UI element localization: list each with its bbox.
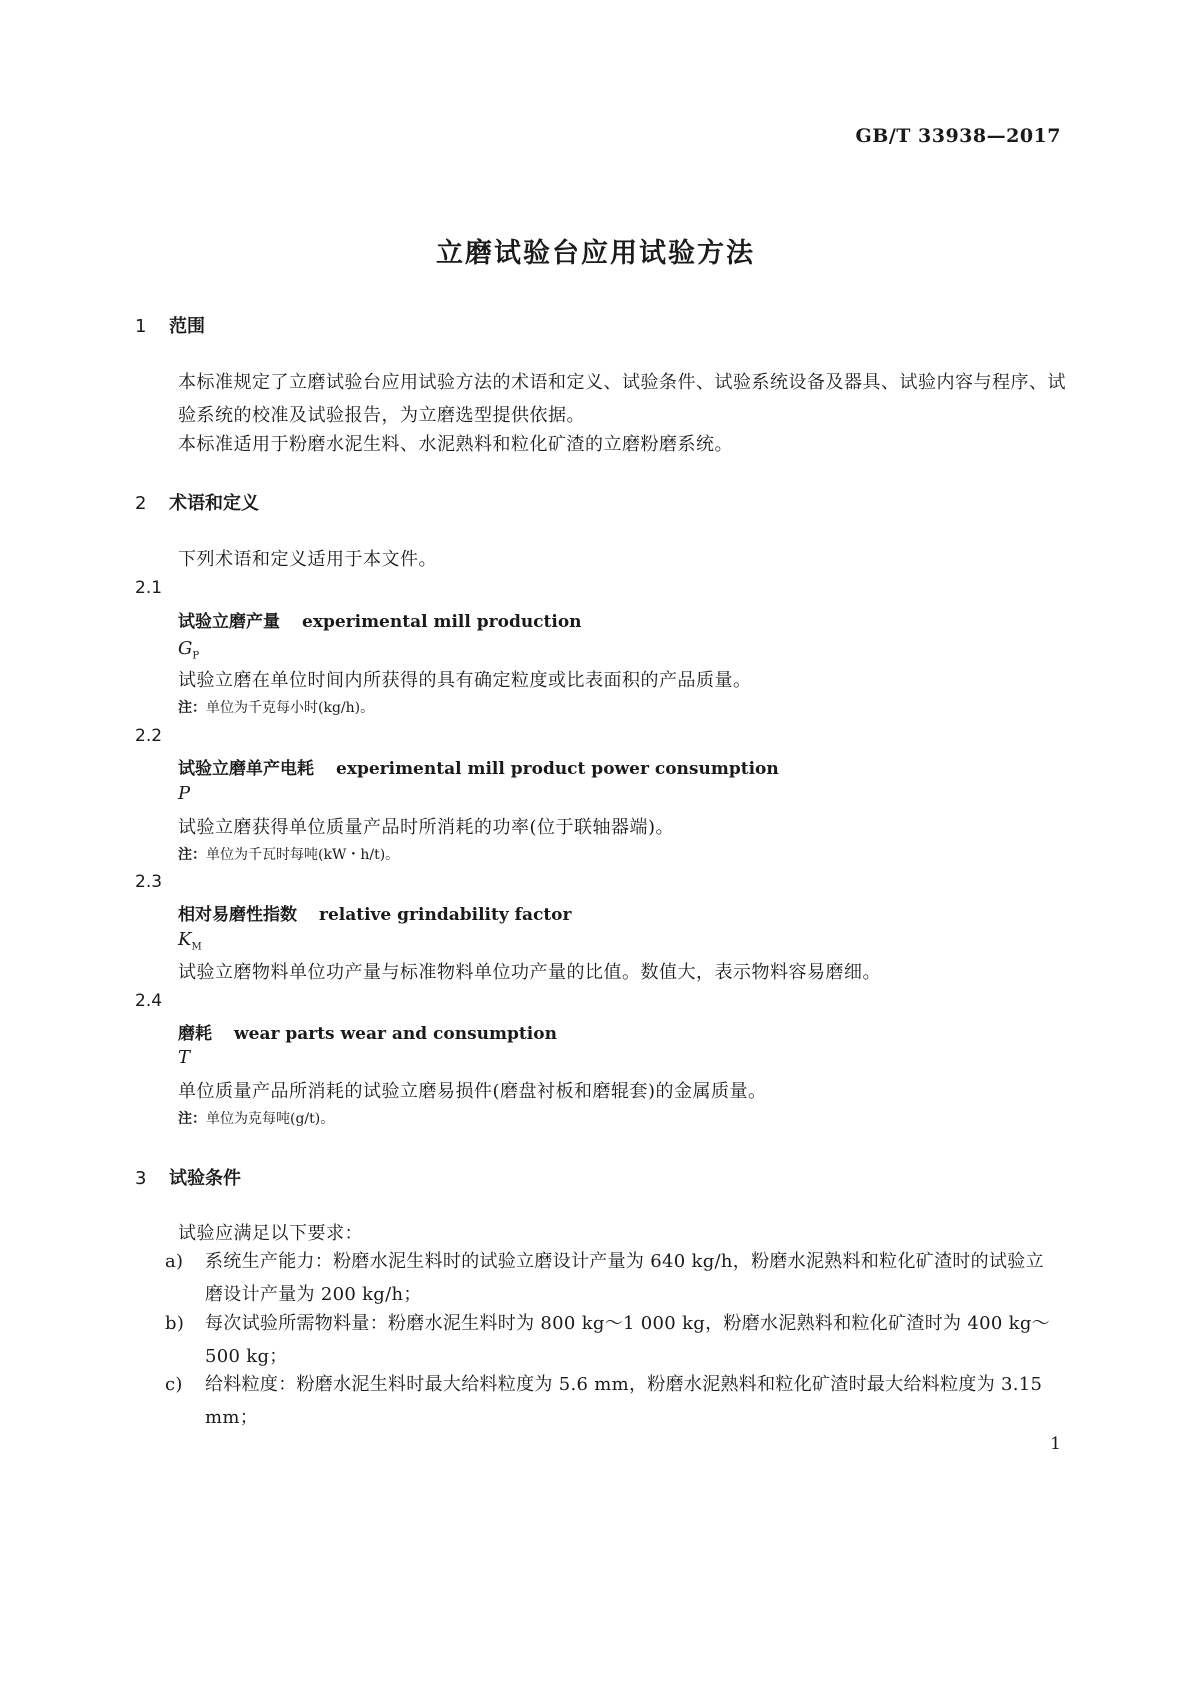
note-label: 注： — [178, 700, 206, 716]
list-marker: c) — [165, 1374, 183, 1395]
term-heading — [178, 754, 779, 779]
term-definition: 试验立磨获得单位质量产品时所消耗的功率(位于联轴器端)。 — [178, 817, 675, 838]
term-en: experimental mill product power consumption — [336, 759, 779, 779]
list-marker: a) — [165, 1251, 184, 1272]
section-1-paragraph-1 — [178, 366, 1068, 432]
section-number: 2 — [135, 493, 147, 514]
term-heading — [178, 1019, 557, 1044]
term-symbol — [178, 783, 190, 804]
symbol-subscript: M — [191, 941, 202, 953]
term-zh: 试验立磨单产电耗 — [178, 759, 314, 779]
term-definition: 试验立磨物料单位功产量与标准物料单位功产量的比值。数值大，表示物料容易磨细。 — [178, 962, 881, 983]
list-marker: b) — [165, 1313, 185, 1334]
document-title: 立磨试验台应用试验方法 — [436, 238, 755, 269]
section-3-intro: 试验应满足以下要求： — [178, 1223, 363, 1244]
list-item-text: 每次试验所需物料量：粉磨水泥生料时为 800 kg～1 000 kg，粉磨水泥熟料和粒化矿渣时为 400 kg～500 kg； — [205, 1313, 1050, 1367]
list-item — [165, 1245, 1055, 1311]
note-label: 注： — [178, 1111, 206, 1127]
list-item-text: 系统生产能力：粉磨水泥生料时的试验立磨设计产量为 640 kg/h，粉磨水泥熟料和粒化矿渣时的试验立磨设计产量为 200 kg/h； — [205, 1251, 1044, 1305]
term-en: relative grindability factor — [319, 905, 572, 925]
section-2-intro: 下列术语和定义适用于本文件。 — [178, 549, 437, 570]
section-3-heading — [135, 1164, 241, 1190]
note-text: 单位为千瓦时每吨(kW・h/t)。 — [206, 847, 400, 863]
term-heading — [178, 607, 582, 632]
section-1-heading — [135, 312, 205, 338]
page-number: 1 — [1050, 1434, 1061, 1454]
symbol-letter: P — [178, 783, 191, 804]
clause-number: 2.2 — [135, 726, 163, 746]
section-number: 1 — [135, 316, 147, 337]
term-en: experimental mill production — [302, 612, 582, 632]
term-symbol — [178, 929, 202, 953]
section-number: 3 — [135, 1168, 147, 1189]
note-text: 单位为克每吨(g/t)。 — [206, 1111, 335, 1127]
section-2-heading — [135, 489, 259, 515]
term-symbol — [178, 1047, 190, 1068]
term-zh: 相对易磨性指数 — [178, 905, 297, 925]
note-label: 注： — [178, 847, 206, 863]
term-note — [178, 844, 399, 864]
term-definition: 单位质量产品所消耗的试验立磨易损件(磨盘衬板和磨辊套)的金属质量。 — [178, 1081, 767, 1102]
list-item — [165, 1307, 1055, 1373]
clause-number: 2.4 — [135, 991, 163, 1011]
symbol-subscript: P — [192, 650, 200, 662]
clause-number: 2.3 — [135, 872, 163, 892]
list-item-text: 给料粒度：粉磨水泥生料时最大给料粒度为 5.6 mm，粉磨水泥熟料和粒化矿渣时最大给料粒度为 3.15 mm； — [205, 1374, 1043, 1428]
symbol-letter: G — [178, 638, 193, 659]
symbol-letter: T — [178, 1047, 191, 1068]
term-definition: 试验立磨在单位时间内所获得的具有确定粒度或比表面积的产品质量。 — [178, 670, 752, 691]
section-title: 术语和定义 — [169, 493, 259, 514]
standard-code: GB/T 33938—2017 — [855, 125, 1061, 147]
list-item — [165, 1368, 1055, 1434]
term-zh: 磨耗 — [178, 1024, 212, 1044]
term-note — [178, 697, 374, 717]
term-symbol — [178, 638, 199, 662]
term-note — [178, 1108, 334, 1128]
section-1-paragraph-2 — [178, 428, 1068, 461]
section-title: 试验条件 — [169, 1168, 241, 1189]
paragraph-text: 本标准适用于粉磨水泥生料、水泥熟料和粒化矿渣的立磨粉磨系统。 — [178, 434, 733, 455]
term-zh: 试验立磨产量 — [178, 612, 280, 632]
symbol-letter: K — [178, 929, 192, 950]
term-heading — [178, 900, 571, 925]
term-en: wear parts wear and consumption — [234, 1024, 557, 1044]
note-text: 单位为千克每小时(kg/h)。 — [206, 700, 375, 716]
section-title: 范围 — [169, 316, 205, 337]
paragraph-text: 本标准规定了立磨试验台应用试验方法的术语和定义、试验条件、试验系统设备及器具、试验内容与程序、试验系统的校准及试验报告，为立磨选型提供依据。 — [178, 372, 1066, 426]
clause-number: 2.1 — [135, 578, 163, 598]
